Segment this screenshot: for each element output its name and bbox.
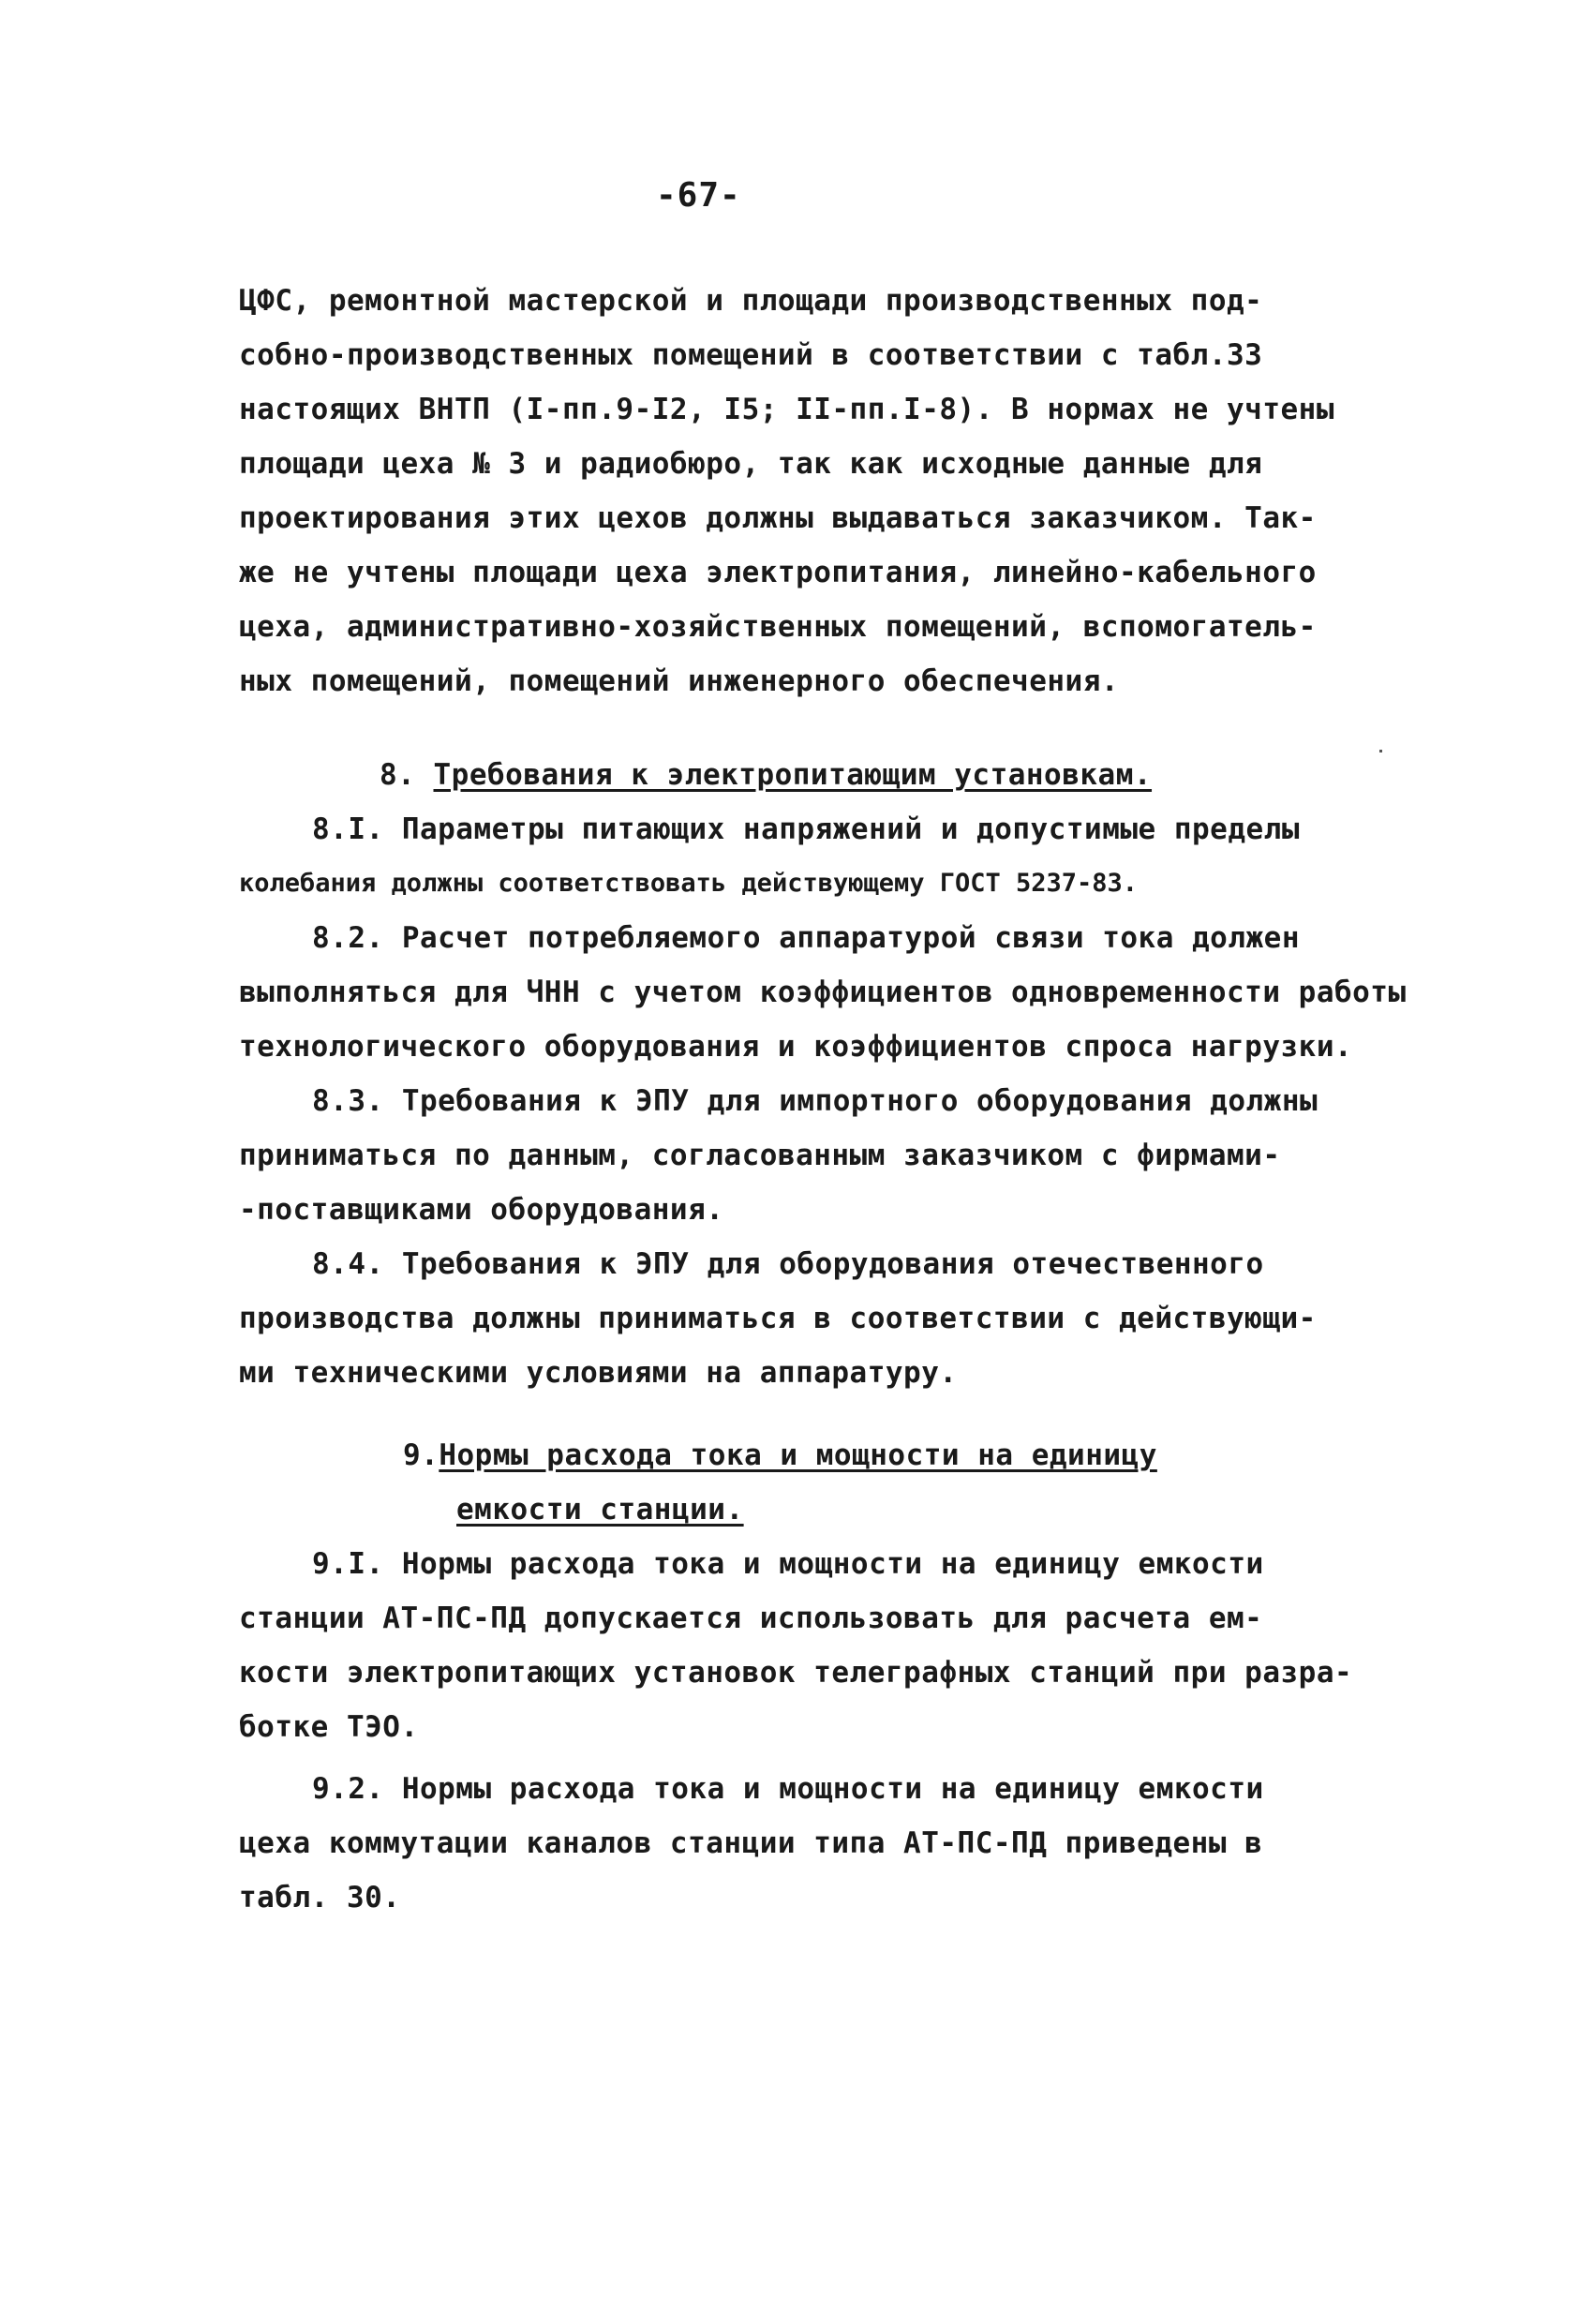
intro-paragraph bbox=[239, 274, 1363, 708]
text-line: проектирования этих цехов должны выдаваться заказчиком. Так- bbox=[239, 501, 1317, 535]
text-line: 8.2. Расчет потребляемого аппаратурой связи тока должен bbox=[312, 921, 1300, 955]
text-line: -поставщиками оборудования. bbox=[239, 1193, 724, 1227]
section-9-heading-cont bbox=[239, 1482, 1363, 1537]
text-line: ми техническими условиями на аппаратуру. bbox=[239, 1356, 958, 1390]
section-8-heading bbox=[239, 748, 1363, 802]
section-8 bbox=[239, 748, 1407, 1400]
text-line: кости электропитающих установок телеграфных станций при разра- bbox=[239, 1656, 1353, 1690]
section-9 bbox=[239, 1428, 1363, 1925]
section-9-number: 9. bbox=[403, 1438, 439, 1472]
section-9-title-cont: емкости станции. bbox=[456, 1493, 744, 1527]
section-9-title: Нормы расхода тока и мощности на единицу bbox=[439, 1438, 1157, 1472]
text-line: производства должны приниматься в соответствии с действующи- bbox=[239, 1302, 1317, 1335]
text-line: ЦФС, ремонтной мастерской и площади производственных под- bbox=[239, 284, 1263, 318]
text-line: 9.I. Нормы расхода тока и мощности на единицу емкости bbox=[312, 1547, 1264, 1581]
text-line: же не учтены площади цеха электропитания, линейно-кабельного bbox=[239, 556, 1317, 589]
text-line: 8.4. Требования к ЭПУ для оборудования отечественного bbox=[312, 1247, 1264, 1281]
page-number: -67- bbox=[656, 176, 741, 215]
text-line: 9.2. Нормы расхода тока и мощности на единицу емкости bbox=[312, 1772, 1264, 1806]
scan-speck bbox=[1379, 750, 1382, 752]
text-line: выполняться для ЧНН с учетом коэффициентов одновременности работы bbox=[239, 976, 1407, 1009]
text-line: цеха, административно-хозяйственных помещений, вспомогатель- bbox=[239, 610, 1317, 644]
text-line: собно-производственных помещений в соответствии с табл.33 bbox=[239, 338, 1263, 372]
text-line: приниматься по данным, согласованным заказчиком с фирмами- bbox=[239, 1139, 1281, 1172]
text-line: настоящих ВНТП (I-пп.9-I2, I5; II-пп.I-8). В нормах не учтены bbox=[239, 393, 1334, 426]
text-line: площади цеха № 3 и радиобюро, так как исходные данные для bbox=[239, 447, 1263, 481]
text-line: технологического оборудования и коэффициентов спроса нагрузки. bbox=[239, 1030, 1353, 1064]
text-line: цеха коммутации каналов станции типа АТ-ПС-ПД приведены в bbox=[239, 1826, 1263, 1860]
text-line: ботке ТЭО. bbox=[239, 1710, 419, 1744]
section-9-heading bbox=[239, 1428, 1363, 1482]
text-line: 8.I. Параметры питающих напряжений и допустимые пределы bbox=[312, 812, 1300, 846]
text-line: ных помещений, помещений инженерного обеспечения. bbox=[239, 664, 1120, 698]
text-line: колебания должны соответствовать действующему ГОСТ 5237-83. bbox=[239, 869, 1139, 898]
text-line: 8.3. Требования к ЭПУ для импортного оборудования должны bbox=[312, 1084, 1318, 1118]
text-line: табл. 30. bbox=[239, 1881, 401, 1914]
section-8-number: 8. bbox=[380, 758, 416, 792]
text-line: станции АТ-ПС-ПД допускается использовать для расчета ем- bbox=[239, 1601, 1263, 1635]
section-8-title: Требования к электропитающим установкам. bbox=[433, 758, 1153, 792]
